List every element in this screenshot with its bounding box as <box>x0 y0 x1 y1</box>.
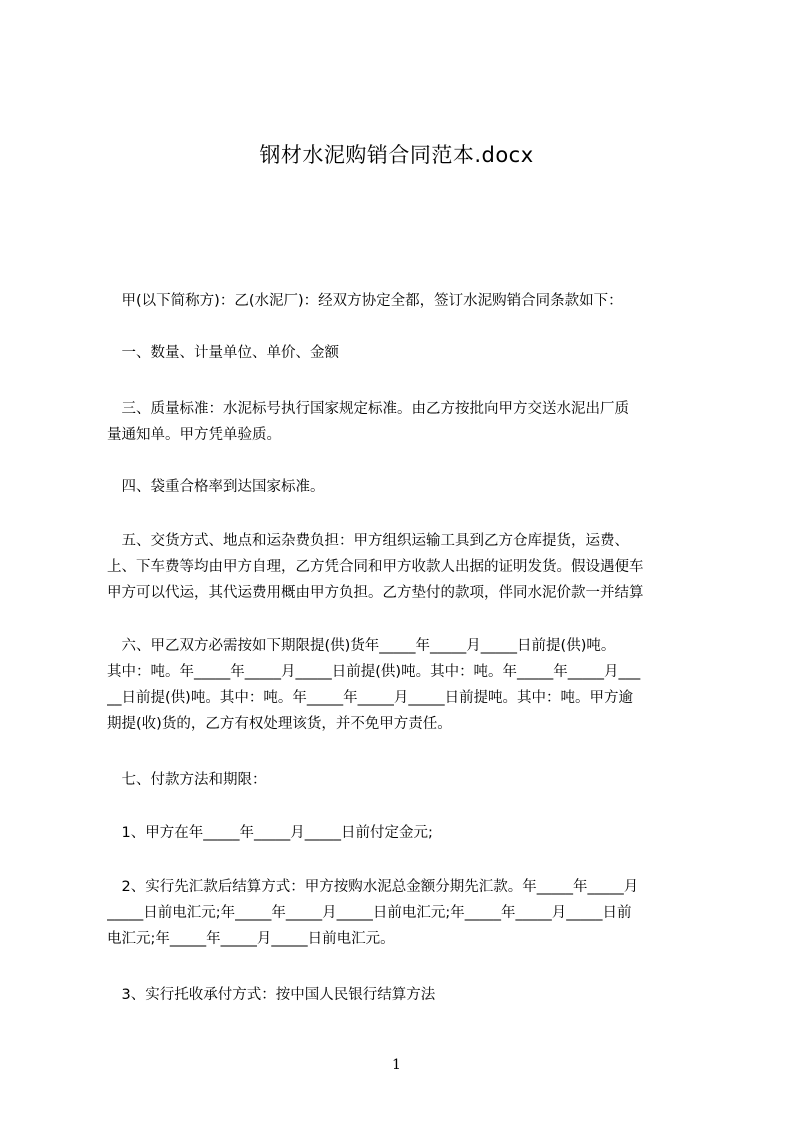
paragraph-line: 五、交货方式、地点和运杂费负担：甲方组织运输工具到乙方仓库提货，运费、 <box>107 533 629 549</box>
paragraph-clause-6 <box>107 633 699 737</box>
paragraph-intro <box>107 288 699 314</box>
paragraph-line: 三、质量标准：水泥标号执行国家规定标准。由乙方按批向甲方交送水泥出厂质 <box>107 401 629 417</box>
paragraph-line: 其中：吨。年_____年_____月_____日前提(供)吨。其中：吨。年_____年_____月___ <box>107 664 641 680</box>
paragraph-clause-5 <box>107 528 699 606</box>
paragraph-line: 量通知单。甲方凭单验质。 <box>107 427 281 443</box>
paragraph-line: 上、下车费等均由甲方自理，乙方凭合同和甲方收款人出据的证明发货。假设遇便车 <box>107 559 644 575</box>
paragraph-clause-4 <box>107 474 699 500</box>
paragraph-line: 甲(以下简称方)：乙(水泥厂)：经双方协定全都，签订水泥购销合同条款如下： <box>107 293 623 309</box>
page-number: 1 <box>392 1057 401 1073</box>
paragraph-clause-3 <box>107 396 699 448</box>
paragraph-line: 期提(收)货的，乙方有权处理该货，并不免甲方责任。 <box>107 716 452 732</box>
paragraph-clause-7-3 <box>107 982 699 1008</box>
paragraph-line: 一、数量、计量单位、单价、金额 <box>107 345 339 361</box>
paragraph-line: 2、实行先汇款后结算方式：甲方按购水泥总金额分期先汇款。年_____年_____月 <box>107 879 639 895</box>
paragraph-line: 甲方可以代运，其代运费用概由甲方负担。乙方垫付的款项，伴同水泥价款一并结算 <box>107 585 644 601</box>
paragraph-clause-7 <box>107 767 699 793</box>
paragraph-line: 六、甲乙双方必需按如下期限提(供)货年_____年_____月_____日前提(供)吨。 <box>107 638 616 654</box>
paragraph-line: _____日前电汇元;年_____年_____月_____日前电汇元;年_____年_____月_____日前 <box>107 905 632 921</box>
paragraph-line: 四、袋重合格率到达国家标准。 <box>107 479 325 495</box>
paragraph-line: 七、付款方法和期限： <box>107 772 267 788</box>
document-title: 钢材水泥购销合同范本.docx <box>259 143 534 167</box>
paragraph-clause-1 <box>107 340 699 366</box>
paragraph-line: 3、实行托收承付方式：按中国人民银行结算方法 <box>107 987 436 1003</box>
paragraph-line: __日前提(供)吨。其中：吨。年_____年_____月_____日前提吨。其中：吨。甲方逾 <box>107 690 634 706</box>
paragraph-line: 电汇元;年_____年_____月_____日前电汇元。 <box>107 931 395 947</box>
paragraph-clause-7-2 <box>107 874 699 952</box>
paragraph-line: 1、甲方在年_____年_____月_____日前付定金元; <box>107 825 433 841</box>
paragraph-clause-7-1 <box>107 820 699 846</box>
